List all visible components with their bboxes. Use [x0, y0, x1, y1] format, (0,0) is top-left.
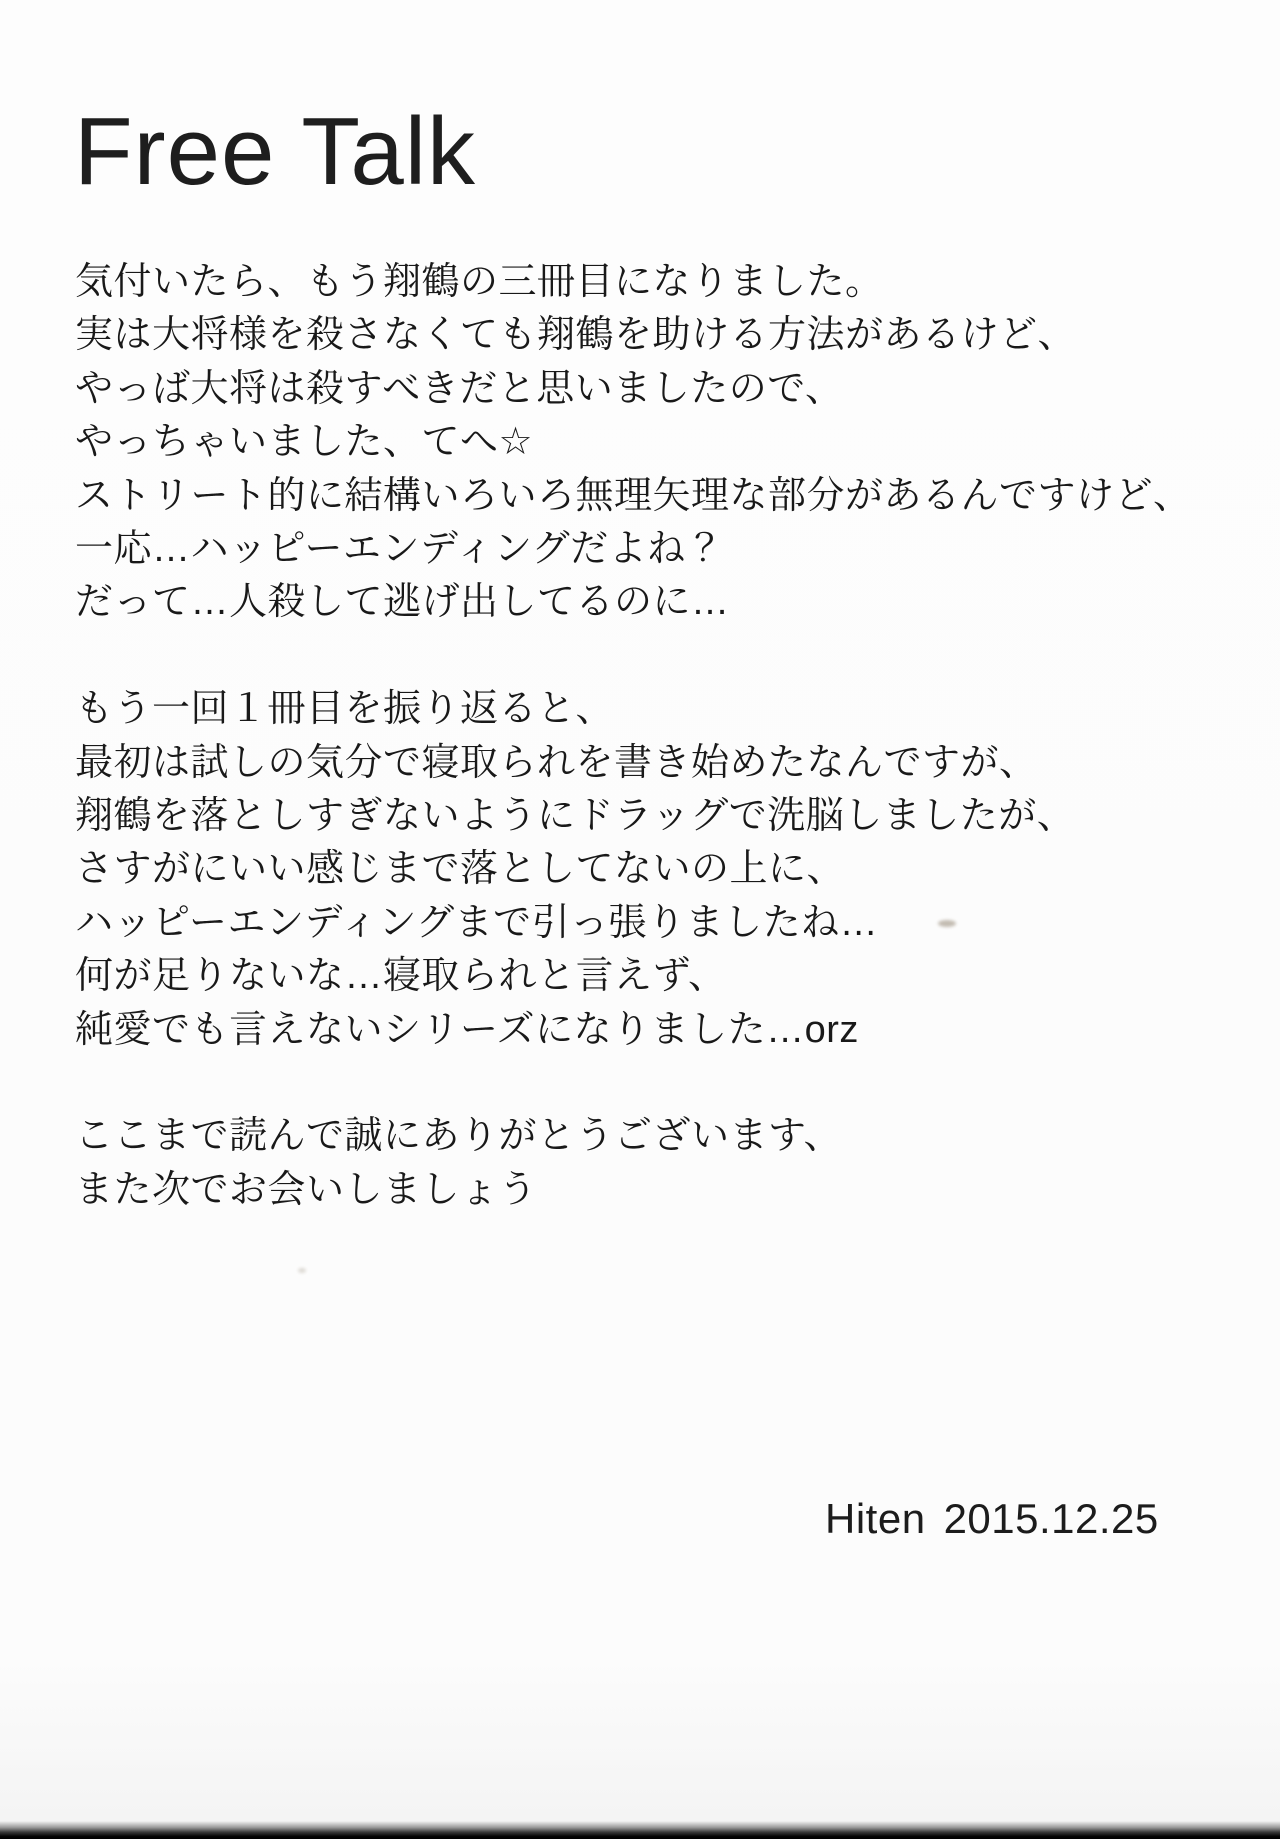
text-line: 純愛でも言えないシリーズになりました…orz: [75, 1008, 859, 1051]
page-title: Free Talk: [74, 98, 477, 205]
text-line: だって…人殺して逃げ出してるのに…: [75, 581, 730, 624]
scan-edge-bottom: [0, 1821, 1280, 1839]
scan-smudge: [298, 1268, 306, 1273]
text-line: もう一回１冊目を振り返ると、: [75, 688, 615, 731]
text-line: また次でお会いしましょう: [75, 1168, 538, 1211]
text-line: 最初は試しの気分で寝取られを書き始めたなんですが、: [75, 741, 1038, 784]
text-line: 翔鶴を落としすぎないようにドラッグで洗脳しましたが、: [75, 795, 1076, 838]
text-line: 何が足りないな…寝取られと言えず、: [75, 955, 727, 998]
text-line: ハッピーエンディングまで引っ張りましたね…: [75, 901, 879, 944]
text-line: さすがにいい感じまで落としてないの上に、: [75, 848, 846, 891]
text-line: 一応…ハッピーエンディングだよね？: [75, 528, 725, 571]
signature: [825, 1494, 1159, 1544]
text-line: ここまで読んで誠にありがとうございます、: [75, 1115, 842, 1158]
signature-author: Hiten: [825, 1495, 926, 1542]
signature-date: 2015.12.25: [943, 1495, 1159, 1542]
paragraph-2: [75, 683, 1205, 1057]
text-line: 実は大将様を殺さなくても翔鶴を助ける方法があるけど、: [75, 314, 1077, 357]
paragraph-1: [75, 256, 1205, 630]
text-line: やっちゃいました、てへ☆: [75, 421, 534, 464]
text-line: 気付いたら、もう翔鶴の三冊目になりました。: [75, 261, 884, 303]
body-text: [75, 256, 1205, 1271]
text-line: ストリート的に結構いろいろ無理矢理な部分があるんですけど、: [75, 474, 1192, 517]
scan-smudge: [938, 920, 956, 927]
text-line: やっば大将は殺すべきだと思いましたので、: [75, 367, 844, 410]
paragraph-3: [75, 1110, 1205, 1217]
